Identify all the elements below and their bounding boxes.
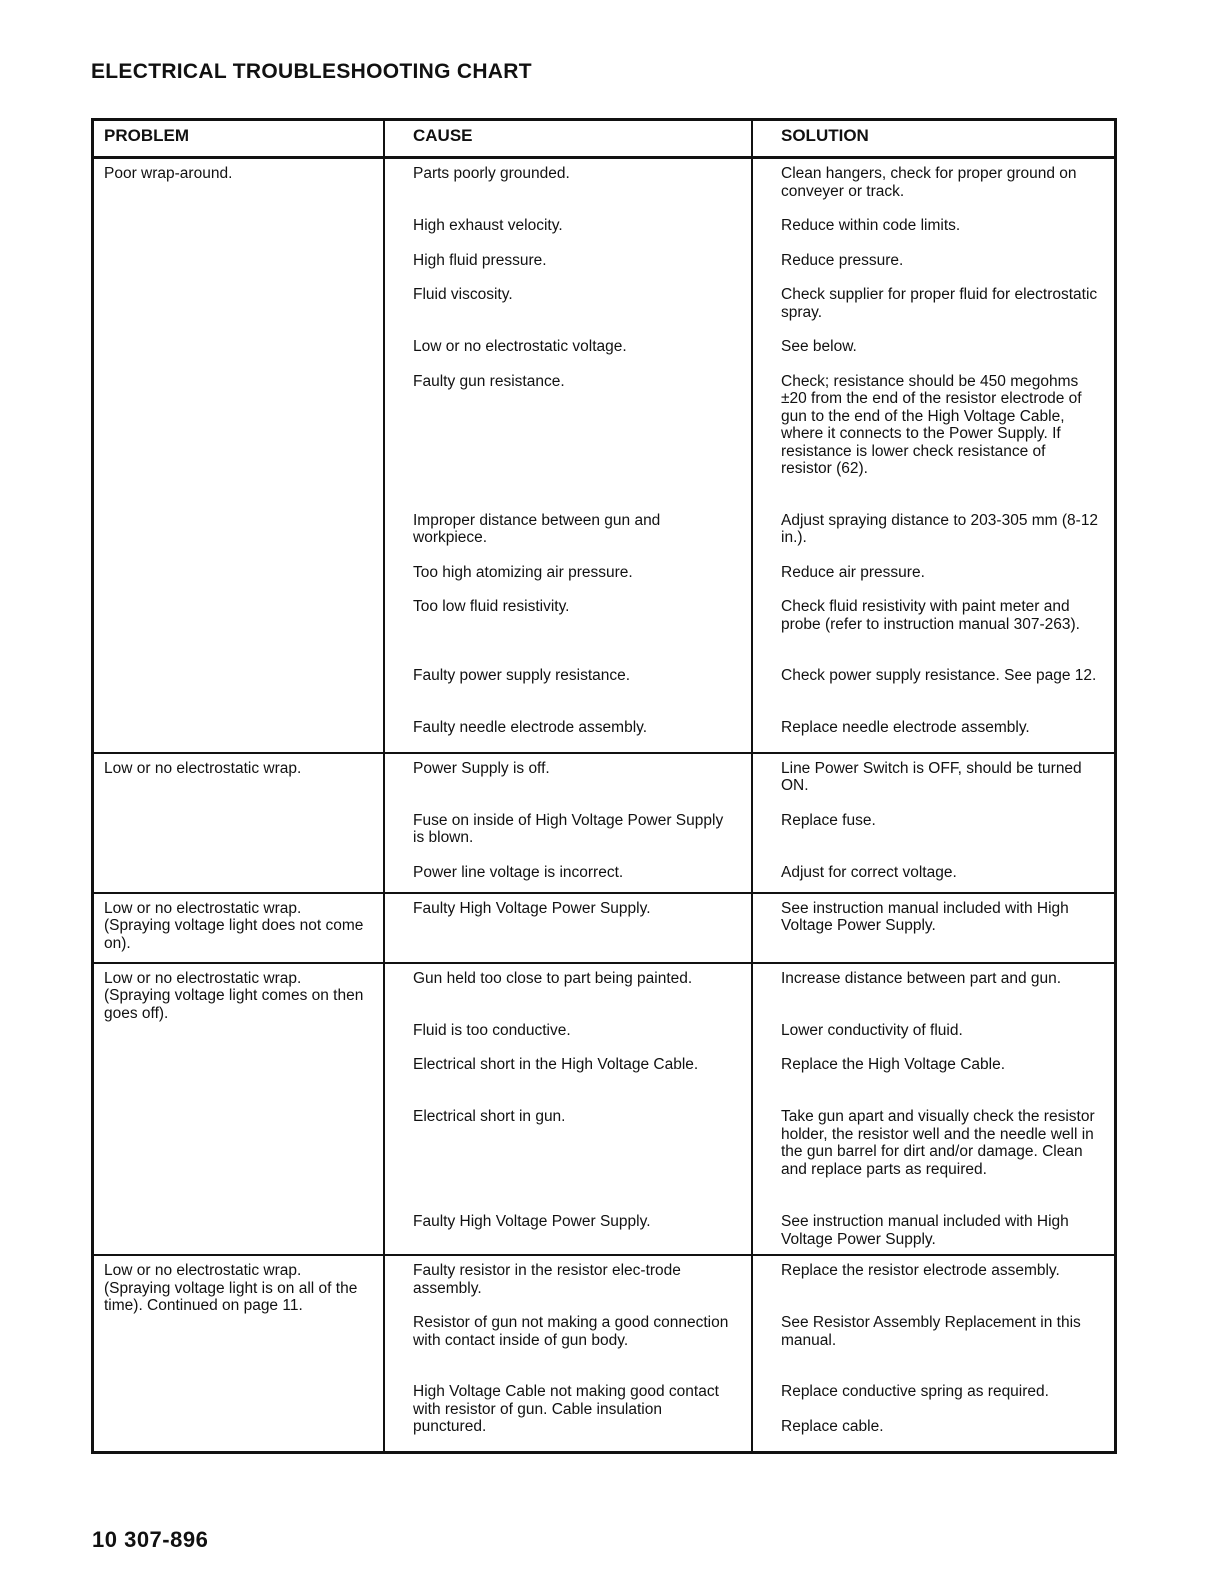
cause-cell [384, 158, 752, 753]
cause-entry: High Voltage Cable not making good contact with resistor of gun. Cable insulation punctured. [413, 1383, 719, 1435]
cause-entry: Faulty needle electrode assembly. [413, 719, 648, 736]
cause-cell [384, 963, 752, 1256]
cause-entry: Fuse on inside of High Voltage Power Supply is blown. [413, 811, 724, 846]
page-footer: 10 307-896 [92, 1527, 209, 1552]
cause-entry: Parts poorly grounded. [413, 165, 570, 182]
solution-entry: Adjust for correct voltage. [781, 863, 957, 881]
cause-entry: Low or no electrostatic voltage. [413, 338, 627, 355]
table-row [94, 158, 1114, 753]
cause-cell [384, 753, 752, 893]
solution-cell [752, 893, 1114, 963]
cause-entry: High fluid pressure. [413, 251, 547, 269]
solution-cell [752, 1255, 1114, 1451]
problem-cell: Low or no electrostatic wrap. [94, 753, 384, 893]
cause-entry: Faulty resistor in the resistor elec-trode assembly. [413, 1262, 681, 1297]
table-row [94, 963, 1114, 1256]
problem-cell: Poor wrap-around. [94, 158, 384, 753]
solution-cell [752, 753, 1114, 893]
solution-entry: Replace the High Voltage Cable. [781, 1056, 1006, 1073]
solution-entry: Adjust spraying distance to 203-305 mm (8-12 in.). [781, 511, 1099, 546]
solution-entry: Line Power Switch is OFF, should be turned ON. [781, 759, 1082, 794]
cause-entry: Resistor of gun not making a good connection with contact inside of gun body. [413, 1314, 729, 1349]
cause-entry: Improper distance between gun and workpiece. [413, 511, 661, 546]
table-row [94, 1255, 1114, 1451]
cause-entry: Faulty power supply resistance. [413, 667, 631, 684]
page-title: ELECTRICAL TROUBLESHOOTING CHART [91, 60, 532, 83]
solution-entry: Take gun apart and visually check the resistor holder, the resistor well and the needle well in the gun barrel for dirt and/or damage. Clean and replace parts as required. [781, 1108, 1095, 1178]
solution-entry: Check fluid resistivity with paint meter and probe (refer to instruction manual 307-263). [781, 598, 1080, 633]
cause-entry: Faulty High Voltage Power Supply. [413, 899, 651, 917]
header-cause: CAUSE [384, 121, 752, 158]
cause-entry: Electrical short in the High Voltage Cable. [413, 1056, 699, 1073]
solution-entry: Lower conductivity of fluid. [781, 1021, 963, 1039]
cause-entry: Too low fluid resistivity. [413, 598, 570, 615]
header-solution: SOLUTION [752, 121, 1114, 158]
solution-entry: Increase distance between part and gun. [781, 969, 1062, 987]
solution-cell [752, 963, 1114, 1256]
solution-entry: See below. [781, 338, 857, 355]
troubleshooting-table [91, 118, 1117, 1454]
cause-entry: Power line voltage is incorrect. [413, 863, 624, 881]
solution-entry: Clean hangers, check for proper ground on conveyer or track. [781, 165, 1077, 200]
cause-entry: Faulty High Voltage Power Supply. [413, 1213, 651, 1230]
cause-entry: Fluid viscosity. [413, 286, 513, 303]
cause-entry: High exhaust velocity. [413, 217, 563, 234]
cause-entry: Gun held too close to part being painted. [413, 969, 693, 987]
solution-cell [752, 158, 1114, 753]
solution-entry: See instruction manual included with High Voltage Power Supply. [781, 1213, 1069, 1248]
solution-entry: Replace needle electrode assembly. [781, 719, 1030, 736]
cause-entry: Faulty gun resistance. [413, 372, 565, 390]
solution-entry: Check supplier for proper fluid for electrostatic spray. [781, 286, 1098, 321]
solution-entry: Reduce within code limits. [781, 217, 961, 234]
solution-entry: Check; resistance should be 450 megohms ±20 from the end of the resistor electrode of gun to the end of the High Voltage Cable, where it connects to the Power Supply. If resistance is lower check resistance of resistor (62). [781, 372, 1082, 477]
cause-entry: Power Supply is off. [413, 759, 550, 777]
cause-entry: Electrical short in gun. [413, 1108, 566, 1125]
solution-entry: Reduce air pressure. [781, 563, 925, 581]
solution-entry: Replace fuse. [781, 811, 876, 829]
solution-entry: See Resistor Assembly Replacement in this manual. [781, 1314, 1081, 1349]
cause-entry: Too high atomizing air pressure. [413, 563, 633, 581]
problem-cell: Low or no electrostatic wrap. (Spraying voltage light comes on then goes off). [94, 963, 384, 1256]
header-row [94, 121, 1114, 158]
header-problem: PROBLEM [94, 121, 384, 158]
solution-entry: Reduce pressure. [781, 251, 904, 269]
cause-cell [384, 893, 752, 963]
table-row [94, 893, 1114, 963]
cause-entry: Fluid is too conductive. [413, 1021, 571, 1039]
solution-entry: Check power supply resistance. See page 12. [781, 667, 1097, 684]
solution-entry: See instruction manual included with High Voltage Power Supply. [781, 899, 1069, 934]
problem-cell: Low or no electrostatic wrap. (Spraying voltage light is on all of the time). Continued on page 11. [94, 1255, 384, 1451]
solution-entry: Replace conductive spring as required. [781, 1383, 1049, 1400]
solution-entry: Replace cable. [781, 1417, 884, 1435]
cause-cell [384, 1255, 752, 1451]
table-row [94, 753, 1114, 893]
problem-cell: Low or no electrostatic wrap. (Spraying voltage light does not come on). [94, 893, 384, 963]
solution-entry: Replace the resistor electrode assembly. [781, 1262, 1060, 1279]
